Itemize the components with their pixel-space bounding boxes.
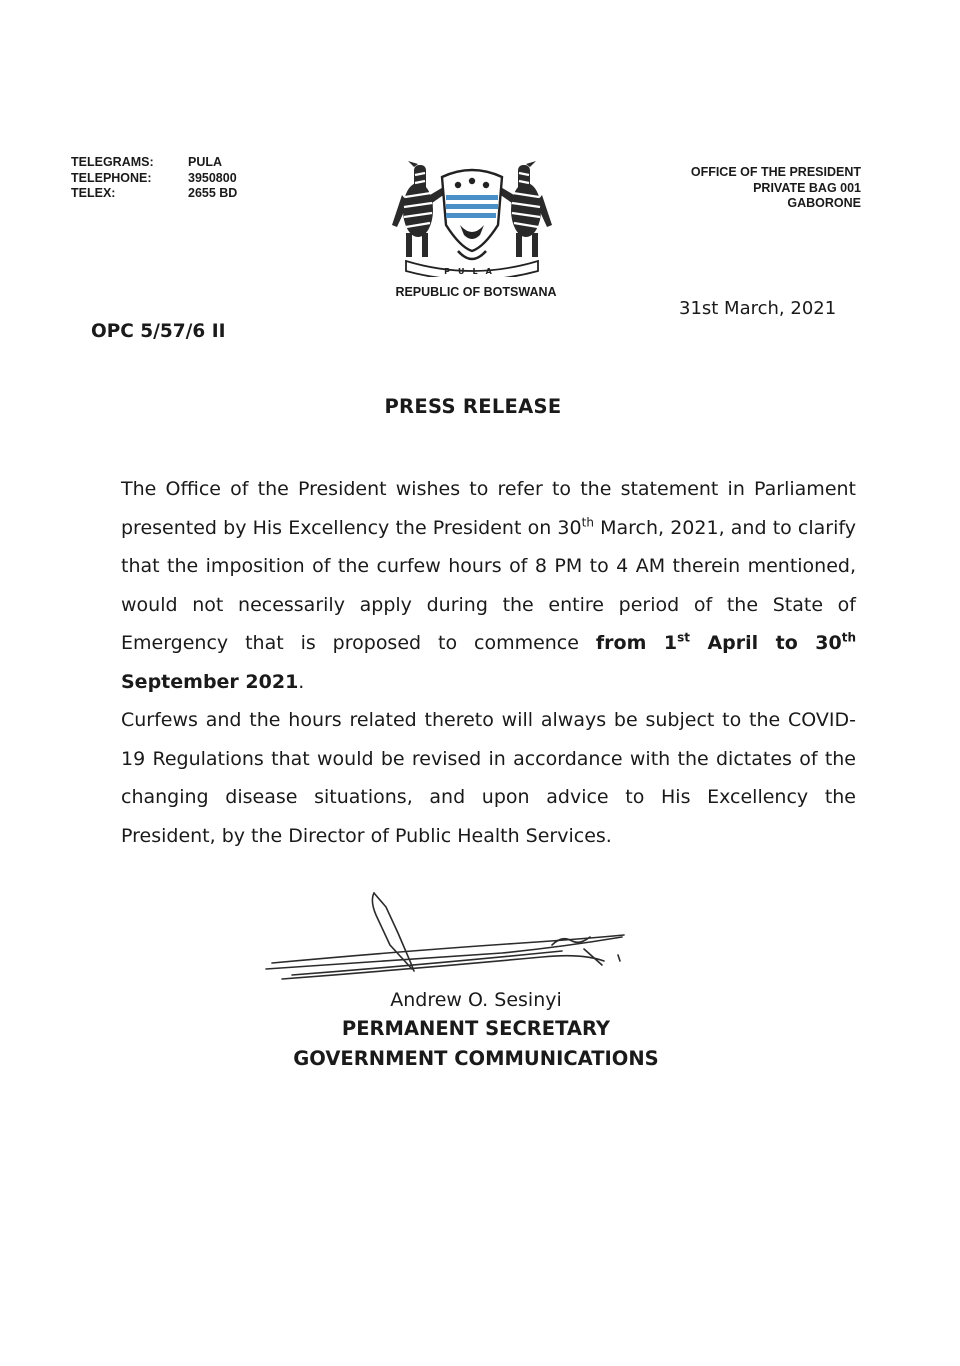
signatory-block <box>0 986 952 1074</box>
signatory-name: Andrew O. Sesinyi <box>390 989 562 1011</box>
signatory-title: PERMANENT SECRETARY <box>341 1017 611 1040</box>
paragraph-1-bold-a: from 1 <box>595 632 678 655</box>
coat-motto: PULA <box>444 267 500 276</box>
signature-icon <box>262 885 632 985</box>
contact-label: TELEX: <box>71 186 116 200</box>
paragraph-1-bold-c: September 2021 <box>121 670 299 693</box>
address-line: OFFICE OF THE PRESIDENT <box>690 165 861 179</box>
paragraph-1-bold-sup-a: st <box>677 631 690 646</box>
paragraph-1 <box>121 470 856 702</box>
contact-details <box>71 155 237 202</box>
document-date: 31st March, 2021 <box>679 298 837 319</box>
republic-label: REPUBLIC OF BOTSWANA <box>395 285 557 299</box>
office-address <box>691 165 861 212</box>
contact-value: 2655 BD <box>188 186 238 200</box>
contact-row <box>71 186 237 202</box>
contact-label: TELEPHONE: <box>71 170 152 185</box>
signatory-department: GOVERNMENT COMMUNICATIONS <box>293 1047 659 1070</box>
paragraph-1-text-a: The Office of the President wishes to refer to the statement in Parliament presented by His Excellency the President on 30 <box>121 478 856 539</box>
coat-of-arms-icon <box>388 155 556 277</box>
paragraph-1-bold-sup-b: th <box>841 631 857 646</box>
contact-value: PULA <box>188 155 223 169</box>
paragraph-1-end: . <box>298 670 305 693</box>
contact-row <box>71 171 237 187</box>
contact-row <box>71 155 237 171</box>
paragraph-1-sup-a: th <box>581 515 594 530</box>
paragraph-2: Curfews and the hours related thereto will always be subject to the COVID-19 Regulations that would be revised in accordance with the dictates of the changing disease situations, and upon advice to His Excellency the President, by the Director of Public Health Services. <box>121 709 856 847</box>
reference-number: OPC 5/57/6 II <box>91 321 226 342</box>
contact-label: TELEGRAMS: <box>71 155 154 169</box>
paragraph-1-bold-b: April to 30 <box>689 632 842 655</box>
contact-value: 3950800 <box>188 170 237 185</box>
paragraph-1-text-b: March, 2021, and to clarify that the imposition of the curfew hours of 8 PM to 4 AM therein mentioned, would not necessarily apply during the entire period of the State of Emergency that is proposed to commence <box>121 516 856 655</box>
page-title: PRESS RELEASE <box>384 395 562 418</box>
address-line: PRIVATE BAG 001 <box>753 180 861 195</box>
address-line: GABORONE <box>787 196 861 210</box>
